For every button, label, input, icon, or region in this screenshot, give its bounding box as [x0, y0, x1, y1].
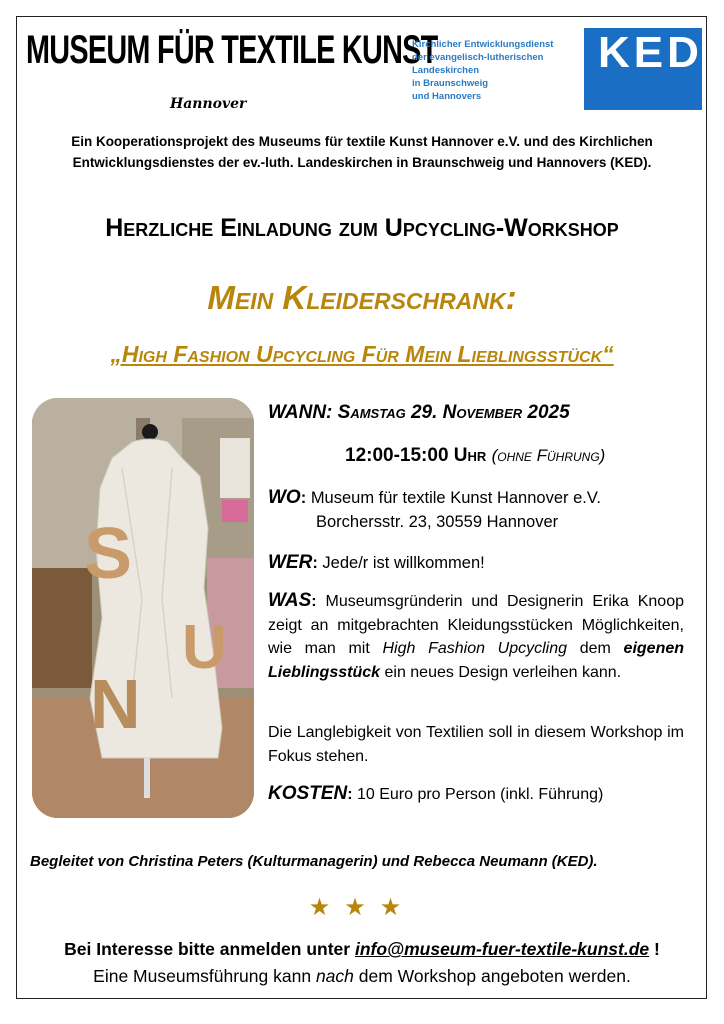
what-text: ein neues Design verleihen kann.	[384, 663, 622, 681]
what-paragraph: WAS: Museumsgründerin und Designerin Erika Knoop zeigt an mitgebrachten Kleidungsstücken Möglichkeiten, wie man mit High Fashion Upcycling dem eigenen Lieblingsstück ein neues Design verleihen kann.	[268, 590, 685, 681]
what-label: WAS	[268, 590, 312, 611]
what-text-italic: High Fashion Upcycling	[382, 640, 568, 657]
cost-line: KOSTEN: 10 Euro pro Person (inkl. Führung)	[268, 783, 604, 804]
where-line-1: WO: Museum für textile Kunst Hannover e.V.	[268, 487, 601, 508]
cost-label: KOSTEN	[268, 783, 348, 804]
accompanied-by: Begleitet von Christina Peters (Kulturmanagerin) und Rebecca Neumann (KED).	[30, 853, 598, 870]
photo-letter-s: S	[84, 514, 133, 594]
what-text: dem	[579, 640, 611, 657]
intro-text: Ein Kooperationsprojekt des Museums für textile Kunst Hannover e.V. und des Kirchlichen Entwicklungsdienstes der ev.-luth. Landeskirchen in Braunschweig und Hannovers (KED).	[71, 134, 653, 170]
who-line: WER: Jede/r ist willkommen!	[268, 552, 485, 573]
cost-value: 10 Euro pro Person (inkl. Führung)	[356, 786, 604, 803]
when-line	[268, 402, 684, 424]
photo-letter-n: N	[90, 665, 141, 743]
tour-note	[20, 966, 704, 987]
where-line-2: Borchersstr. 23, 30559 Hannover	[316, 513, 559, 531]
ked-line: Landeskirchen	[412, 65, 480, 76]
workshop-subtitle-text: „High Fashion Upcycling Für Mein Lieblingsstück“	[110, 341, 614, 367]
signup-prefix: Bei Interesse bitte anmelden unter	[64, 939, 351, 959]
when-label: WANN:	[268, 402, 333, 423]
invitation-heading: Herzliche Einladung zum Upcycling-Workshop	[105, 214, 619, 242]
dress-form-photo	[32, 398, 254, 818]
ked-logo	[584, 28, 702, 110]
ked-line: und Hannovers	[412, 91, 482, 102]
tour-text: dem Workshop angeboten werden.	[358, 966, 631, 986]
where-label: WO	[268, 487, 301, 508]
signup-line	[20, 939, 704, 960]
what-text: Museumsgründerin und Designerin Erika Knoop zeigt an mitgebrachten Kleidungsstücken Möglichkeiten, wie man mit	[268, 593, 684, 657]
who-value: Jede/r ist willkommen!	[322, 554, 485, 572]
tour-text: Eine Museumsführung kann	[93, 966, 312, 986]
tour-text-italic: nach	[315, 966, 354, 986]
workshop-title: Mein Kleiderschrank:	[207, 279, 517, 316]
ked-line: Kirchlicher Entwicklungsdienst	[412, 39, 554, 50]
time-value: 12:00-15:00 Uhr	[345, 445, 487, 466]
signup-suffix: !	[654, 939, 660, 959]
who-label: WER	[268, 552, 313, 573]
time-line	[345, 445, 724, 467]
star-divider: ★★★	[308, 894, 416, 921]
dress-form-illustration	[32, 398, 254, 818]
ked-line: in Braunschweig	[412, 78, 489, 89]
museum-logo-city: Hannover	[170, 96, 247, 112]
what-text-bold: eigenen Lieblingsstück	[268, 640, 685, 681]
ked-line: der evangelisch-lutherischen	[412, 52, 544, 63]
workshop-subtitle	[20, 341, 704, 368]
where-value: Museum für textile Kunst Hannover e.V.	[310, 489, 601, 507]
ked-logo-text	[412, 38, 582, 103]
time-note: (ohne Führung)	[491, 446, 606, 465]
photo-letter-u: U	[182, 613, 227, 682]
when-value: Samstag 29. November 2025	[337, 402, 570, 423]
museum-logo-title: MUSEUM FÜR TEXTILE KUNST	[26, 28, 438, 72]
what-paragraph-2: Die Langlebigkeit von Textilien soll in diesem Workshop im Fokus stehen.	[268, 724, 684, 765]
ked-logo-letters: KED	[598, 28, 703, 77]
signup-email-link[interactable]: info@museum-fuer-textile-kunst.de	[354, 939, 650, 959]
